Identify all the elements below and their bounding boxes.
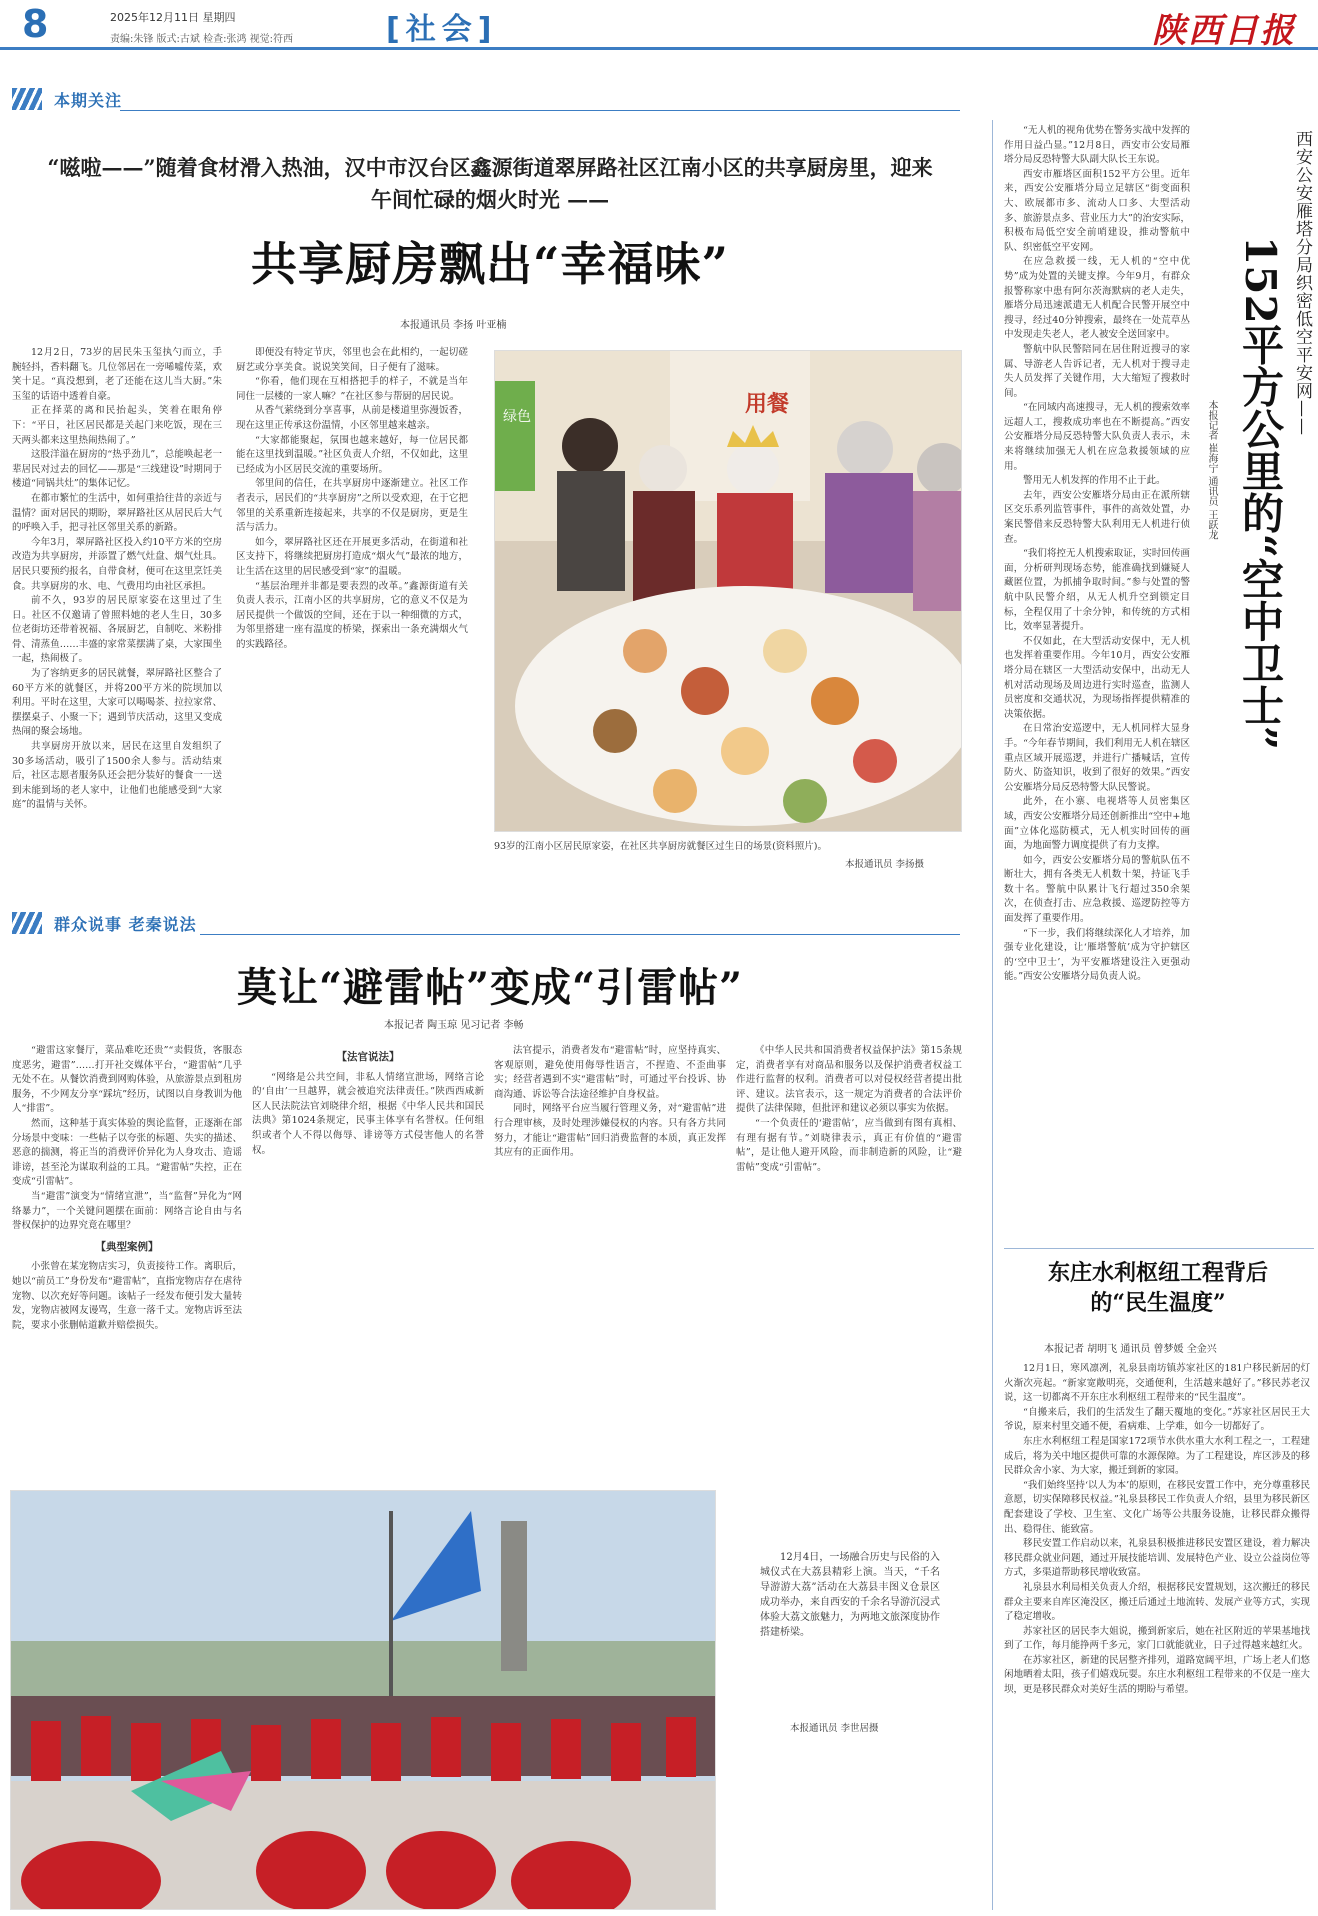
body-paragraph: “我们始终坚持‘以人为本’的原则，在移民安置工作中，充分尊重移民意愿，切实保障移民权益。”礼泉县移民工作负责人介绍，县里为移民新区配套建设了学校、卫生室、文化广场等公共服务设施，让移民群众搬得出、稳得住、能致富。 <box>1004 1479 1310 1535</box>
opinion-headline: 莫让“避雷帖”变成“引雷帖” <box>236 964 744 1011</box>
sidebar-byline: 本报记者 崔海宁 通讯员 王跃龙 <box>1206 400 1217 540</box>
masthead <box>0 0 1318 50</box>
water-headline: 东庄水利枢纽工程背后的“民生温度” <box>1047 1260 1268 1316</box>
section-subhead: 【法官说法】 <box>336 1051 400 1063</box>
body-paragraph: 当“避雷”演变为“情绪宣泄”，当“监督”异化为“网络暴力”，一个关键问题摆在面前：网络言论自由与名誉权保护的边界究竟在哪里？ <box>12 1190 242 1232</box>
body-paragraph: “网络是公共空间，非私人情绪宣泄场，网络言论的‘自由’一旦越界，就会被追究法律责任。”陕西西咸新区人民法院法官刘晓律介绍，根据《中华人民共和国民法典》第1024条规定，民事主体享有名誉权。任何组织或者个人不得以侮辱、诽谤等方式侵害他人的名誉权。 <box>252 1071 484 1156</box>
body-paragraph: “你看，他们现在互相搭把手的样子，不就是当年同住一层楼的一家人嘛？”在社区参与帮厨的居民说。 <box>236 376 468 402</box>
body-paragraph: 警航中队民警陪同在居住附近搜寻的家属、导游老人告诉记者，无人机对于搜寻走失人员发挥了关键作用，大大缩短了搜救时间。 <box>1004 343 1190 399</box>
body-paragraph: 此外，在小寨、电视塔等人员密集区域，西安公安雁塔分局还创新推出“空中+地面”立体化巡防模式，无人机实时回传的画面，为地面警力调度提供了有力支撑。 <box>1004 796 1190 852</box>
body-paragraph: 东庄水利枢纽工程是国家172项节水供水重大水利工程之一，工程建成后，将为关中地区提供可靠的水源保障。为了工程建设，库区涉及的移民群众舍小家、为大家，搬迁到新的家园。 <box>1004 1435 1310 1477</box>
column-header-focus <box>12 88 122 110</box>
lead-lede: “嗞啦——”随着食材滑入热油，汉中市汉台区鑫源街道翠屏路社区江南小区的共享厨房里，迎来午间忙碌的烟火时光 —— <box>47 155 933 212</box>
body-paragraph: 前不久，93岁的居民原家姿在这里过了生日。社区不仅邀请了曾照料她的老人生日，30多位老街坊还带着祝福、各展厨艺，自制吃、米粉排骨、清蒸鱼……丰盛的家常菜摆满了桌，大家围坐一起，热闹极了。 <box>12 595 222 665</box>
body-paragraph: “无人机的视角优势在警务实战中发挥的作用日益凸显。”12月8日，西安市公安局雁塔分局反恐特警大队副大队长王东说。 <box>1004 125 1190 166</box>
body-paragraph: 12月1日，寒风凛冽，礼泉县南坊镇苏家社区的181户移民新居的灯火渐次亮起。“新家宽敞明亮，交通便利，生活越来越好了。”移民苏老汉说，这一切都离不开东庄水利枢纽工程带来的“民生温度”。 <box>1004 1363 1310 1404</box>
lead-byline: 本报通讯员 李扬 叶亚楠 <box>400 320 507 331</box>
body-paragraph: “一个负责任的‘避雷帖’，应当做到有图有真相、有理有据有节。”刘晓律表示，真正有价值的“避雷帖”，是让他人避开风险，而非制造新的风险，让“避雷帖”变成“引雷帖”。 <box>736 1117 962 1173</box>
body-paragraph: 在苏家社区，新建的民居整齐排列，道路宽阔平坦，广场上老人们悠闲地晒着太阳，孩子们嬉戏玩耍。东庄水利枢纽工程带来的不仅是一座大坝，更是移民群众对美好生活的期盼与希望。 <box>1004 1654 1310 1696</box>
divider <box>1004 1248 1314 1249</box>
opinion-byline: 本报记者 陶玉琼 见习记者 李畅 <box>384 1020 524 1031</box>
body-paragraph: 去年，西安公安雁塔分局由正在派所辖区交乐系列监管事件，事件的高效处置，办案民警借来反恐特警大队利用无人机进行侦查。 <box>1004 489 1190 545</box>
opinion-column-1 <box>12 1044 242 1484</box>
body-paragraph: 移民安置工作启动以来，礼泉县积极推进移民安置区建设，着力解决移民群众就业问题，通过开展技能培训、发展特色产业、设立公益岗位等方式，多渠道帮助移民增收致富。 <box>1004 1538 1310 1579</box>
body-paragraph: 小张曾在某宠物店实习，负责接待工作。离职后，她以“前员工”身份发布“避雷帖”，直指宠物店存在虐待宠物、以次充好等问题。该帖子一经发布便引发大量转发，宠物店被网友谩骂，生意一落千丈。宠物店诉至法院，要求小张删帖道歉并赔偿损失。 <box>12 1261 242 1331</box>
lead-body-column-2 <box>236 346 468 868</box>
body-paragraph: “在同域内高速搜寻，无人机的搜索效率远超人工，搜救成功率也在不断提高。”西安公安雁塔分局反恐特警大队负责人表示，未来将继续加强无人机在应急救援领域的应用。 <box>1004 402 1190 472</box>
sidebar-body <box>1004 124 1190 1222</box>
opinion-column-3 <box>494 1044 726 1484</box>
lead-photo <box>494 350 962 832</box>
column-label: 群众说事 老秦说法 <box>54 914 197 934</box>
birthday-dinner-photo <box>495 351 962 832</box>
ceremony-credit: 本报通讯员 李世居摄 <box>790 1723 879 1734</box>
opinion-column-4 <box>736 1044 962 1484</box>
body-paragraph: 同时，网络平台应当履行管理义务，对“避雷帖”进行合理审核，及时处理涉嫌侵权的内容。只有各方共同努力，才能让“避雷帖”回归消费监督的本质，真正发挥其应有的正面作用。 <box>494 1103 726 1159</box>
body-paragraph: “自搬来后，我们的生活发生了翻天覆地的变化。”苏家社区居民王大爷说，原来村里交通不便，看病难、上学难，如今一切都好了。 <box>1004 1406 1310 1433</box>
body-paragraph: 法官提示，消费者发布“避雷帖”时，应坚持真实、客观原则，避免使用侮辱性语言，不捏造、不歪曲事实；经营者遇到不实“避雷帖”时，可通过平台投诉、协商沟通、诉讼等合法途径维护自身权益。 <box>494 1045 726 1100</box>
body-paragraph: 礼泉县水利局相关负责人介绍，根据移民安置规划，这次搬迁的移民群众主要来自库区淹没区，搬迁后通过土地流转、发展产业等方式，实现了稳定增收。 <box>1004 1581 1310 1623</box>
body-paragraph: 12月2日，73岁的居民朱玉玺执勺而立，手腕轻抖，香料翻飞。几位邻居在一旁唏嘘传菜，欢笑十足。“真没想到，老了还能在这儿当大厨。”朱玉玺的话语中透着自豪。 <box>12 347 222 402</box>
column-divider <box>992 120 993 1910</box>
body-paragraph: 如今，翠屏路社区还在开展更多活动，在街道和社区支持下，将继续把厨房打造成“烟火气”最浓的地方，让生活在这里的居民感受到“家”的温暖。 <box>236 536 468 577</box>
body-paragraph: “大家都能聚起，氛围也越来越好，每一位居民都能在这里找到温暖。”社区负责人介绍，不仅如此，这里已经成为小区居民交流的重要场所。 <box>236 434 468 475</box>
body-paragraph: 在都市繁忙的生活中，如何重拾往昔的亲近与温情？面对居民的期盼，翠屏路社区从居民后大气的呼唤入手，把寻社区邻里关系的新路。 <box>12 492 222 534</box>
column-label: 本期关注 <box>54 90 123 110</box>
wall-sign-text: 用餐 <box>745 391 790 417</box>
body-paragraph: 苏家社区的居民李大姐说，搬到新家后，她在社区附近的苹果基地找到了工作，每月能挣两千多元，家门口就能就业，日子过得越来越红火。 <box>1004 1625 1310 1652</box>
body-paragraph: 从香气萦绕到分享喜事，从前是楼道里弥漫饭香，现在这里正传承这份温情，小区邻里越来越亲。 <box>236 405 468 431</box>
sidebar-kicker: 西安公安雁塔分局织密低空平安网—— <box>1292 130 1312 436</box>
body-paragraph: “避雷这家餐厅，菜品难吃还贵”“卖假货，客服态度恶劣，避雷”……打开社交媒体平台，“避雷帖”几乎无处不在。从餐饮消费到网购体验，从旅游景点到租房服务，不少网友分享“踩坑”经历，试图以自身教训为他人“排雷”。 <box>12 1045 242 1115</box>
section-subhead: 【典型案例】 <box>95 1240 159 1253</box>
lead-photo-caption: 93岁的江南小区居民原家姿，在社区共享厨房就餐区过生日的场景(资料照片)。 <box>494 841 828 852</box>
body-paragraph: 《中华人民共和国消费者权益保护法》第15条规定，消费者享有对商品和服务以及保护消费者权益工作进行监督的权利。消费者可以对侵权经营者提出批评、建议。法官表示，这一规定为消费者的合法评价提供了法律保障，但批评和建议必须以事实为依据。 <box>736 1045 962 1115</box>
body-paragraph: “我们将控无人机搜索取证，实时回传画面，分析研判现场态势，能准确找到嫌疑人藏匿位置，为抓捕争取时间。”参与处置的警航中队民警介绍，从无人机升空到锁定目标，全程仅用了十余分钟，和传统的方式相比，效率显著提升。 <box>1004 548 1190 633</box>
body-paragraph: 这股洋溢在厨房的“热乎劲儿”，总能唤起老一辈居民对过去的回忆——那是“三线建设”时期同于楼道“同锅共灶”的集体记忆。 <box>12 449 222 490</box>
ceremony-caption-text: 12月4日，一场融合历史与民俗的入城仪式在大荔县精彩上演。当天，“千名导游游大荔”活动在大荔县丰图义仓景区成功举办，来自西安的千余名导游沉浸式体验大荔文旅魅力，为两地文旅深度协作搭建桥梁。 <box>760 1552 940 1638</box>
body-paragraph: “下一步，我们将继续深化人才培养，加强专业化建设，让‘雁塔警航’成为守护辖区的‘空中卫士’，为平安雁塔建设注入更强动能。”西安公安雁塔分局负责人说。 <box>1004 927 1190 983</box>
body-paragraph: 不仅如此，在大型活动安保中，无人机也发挥着重要作用。今年10月，西安公安雁塔分局在辖区一大型活动安保中，出动无人机对活动现场及周边进行实时巡查，监测人员密度和交通状况，为现场指挥提供精准的决策依据。 <box>1004 635 1190 720</box>
divider <box>120 110 960 111</box>
body-paragraph: 在应急救援一线，无人机的“空中优势”成为处置的关键支撑。今年9月，有群众报警称家中患有阿尔茨海默病的老人走失，雁塔分局迅速派遣无人机配合民警开展空中搜寻，经过40分钟搜索，最终在一处荒草丛中发现走失老人，老人被安全送回家中。 <box>1004 256 1190 341</box>
issue-date: 2025年12月11日 星期四 <box>110 11 236 24</box>
opinion-column-2 <box>252 1044 484 1484</box>
ceremony-caption <box>760 1550 940 1700</box>
stripe-icon <box>12 912 42 934</box>
sidebar-headline: 152平方公里的“空中卫士” <box>1236 236 1285 750</box>
page-number: 8 <box>22 2 49 46</box>
stripe-icon <box>12 88 42 110</box>
editors-credit: 责编:朱锋 版式:古斌 检查:张鸿 视觉:符西 <box>110 34 294 45</box>
body-paragraph: 如今，西安公安雁塔分局的警航队伍不断壮大，拥有各类无人机数十架，持证飞手数十名。警航中队累计飞行超过350余架次，在侦查打击、应急救援、巡逻防控等方面发挥了重要作用。 <box>1004 854 1190 925</box>
column-header-opinion <box>12 912 197 934</box>
body-paragraph: 警用无人机发挥的作用不止于此。 <box>1023 475 1166 487</box>
water-body <box>1004 1362 1310 1910</box>
body-paragraph: 西安市雁塔区面积152平方公里。近年来，西安公安雁塔分局立足辖区“街变面积大、欧展都市多、流动人口多、大型活动多、旅游景点多、营业压力大”的治安实际，积极布局低空安全前哨建设，推动警航中队、织密低空平安网。 <box>1004 168 1190 253</box>
water-byline: 本报记者 胡明飞 通讯员 曾梦媛 全金兴 <box>1044 1344 1217 1355</box>
body-paragraph: 在日常治安巡逻中，无人机同样大显身手。“今年春节期间，我们利用无人机在辖区重点区域开展巡逻，并进行广播喊话，宣传防火、防盗知识，收到了很好的效果。”西安公安雁塔分局反恐特警大队民警说。 <box>1004 723 1190 793</box>
body-paragraph: 然而，这种基于真实体验的舆论监督，正逐渐在部分场景中变味：一些帖子以夸张的标题、失实的描述、恶意的揣测，将正当的消费评价异化为人身攻击、造谣诽谤，甚至沦为谋取利益的工具。“避雷帖”失控，正在变成“引雷帖”。 <box>12 1117 242 1188</box>
folk-ceremony-photo <box>11 1491 716 1910</box>
newspaper-logo: 陕西日报 <box>1152 11 1296 51</box>
ceremony-photo <box>10 1490 716 1910</box>
body-paragraph: 为了容纳更多的居民就餐，翠屏路社区整合了60平方米的就餐区，并将200平方米的院坝加以利用。平时在这里，大家可以喝喝茶、拉拉家常、摆摆桌子、小聚一下；遇到节庆活动，这里又变成热闹的聚会场地。 <box>12 668 222 738</box>
lead-body-column-1 <box>12 346 222 868</box>
body-paragraph: 今年3月，翠屏路社区投入约10平方米的空房改造为共享厨房，并添置了燃气灶盘、烟气灶具。居民只要预约报名，自带食材，便可在这里烹饪美食。共享厨房的水、电、气费用均由社区承担。 <box>12 536 222 592</box>
body-paragraph: 共享厨房开放以来，居民在这里自发组织了30多场活动，吸引了1500余人参与。活动结束后，社区志愿者服务队还会把分装好的餐食一一送到未能到场的老人家中，让他们也能感受到“大家庭”的温情与关怀。 <box>12 741 222 811</box>
lead-photo-credit: 本报通讯员 李扬摄 <box>845 859 925 870</box>
section-title: [社会] <box>386 12 498 47</box>
lead-headline: 共享厨房飘出“幸福味” <box>251 237 729 291</box>
body-paragraph: 邻里间的信任，在共享厨房中逐渐建立。社区工作者表示，居民们的“共享厨房”之所以受欢迎，在于它把邻里的关系重新连接起来，共享的不仅是厨房，更是生活与活力。 <box>236 478 468 534</box>
body-paragraph: 即便没有特定节庆，邻里也会在此相约，一起切磋厨艺或分享美食。说说笑笑间，日子便有了滋味。 <box>236 347 468 373</box>
divider <box>200 934 960 935</box>
green-sign-text: 绿色 <box>503 409 531 425</box>
body-paragraph: 正在择菜的离和民抬起头，笑着在眼角停下：“平日，社区居民都是关起门来吃饭，现在三天两头都来这里热闹热闹了。” <box>12 405 222 446</box>
body-paragraph: “基层治理并非都是要表烈的改革。”鑫源街道有关负责人表示，江南小区的共享厨房，它的意义不仅是为居民提供一个做饭的空间，还在于以一种细微的方式，为邻里搭建一座有温度的桥梁，探索出一条充满烟火气的实践路径。 <box>236 580 468 650</box>
